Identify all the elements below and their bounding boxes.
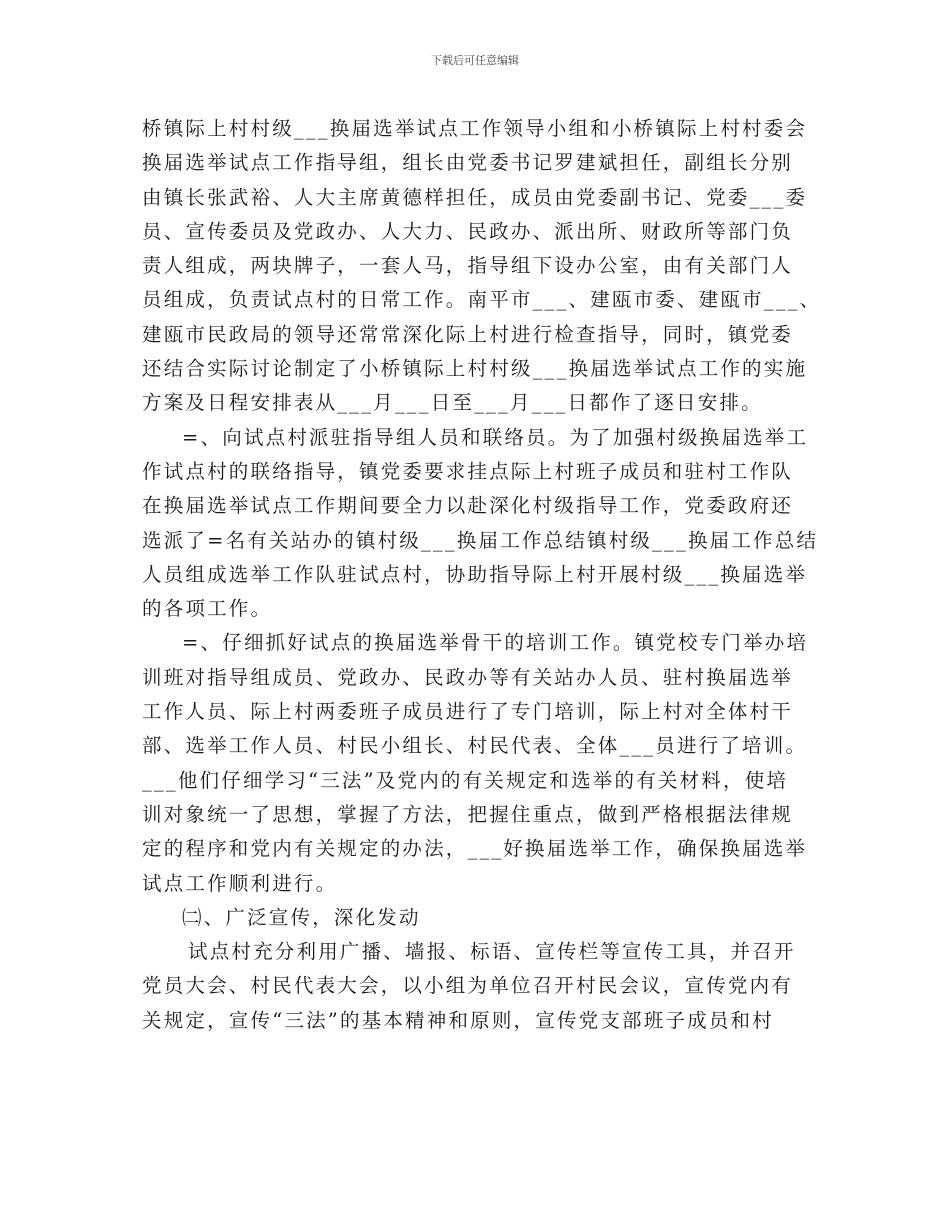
- text-line: 换届选举试点工作指导组，组长由党委书记罗建斌担任，副组长分别: [142, 151, 794, 175]
- text-line: 作试点村的联络指导，镇党委要求挂点际上村班子成员和驻村工作队: [142, 459, 794, 483]
- text-line: 党员大会、村民代表大会，以小组为单位召开村民会议，宣传党内有: [142, 974, 794, 998]
- text-line: 由镇长张武裕、人大主席黄德样担任，成员由党委副书记、党委___委: [142, 185, 808, 209]
- text-line: 试点工作顺利进行。: [142, 871, 338, 895]
- text-line: 建瓯市民政局的领导还常常深化际上村进行检查指导，同时，镇党委: [142, 322, 794, 346]
- text-line: 关规定，宣传“三法”的基本精神和原则，宣传党支部班子成员和村: [142, 1008, 774, 1032]
- text-line: =、仔细抓好试点的换届选举骨干的培训工作。镇党校专门举办培: [182, 631, 809, 655]
- text-line: 方案及日程安排表从___月___日至___月___日都作了逐日安排。: [142, 391, 763, 415]
- text-line: 在换届选举试点工作期间要全力以赴深化村级指导工作，党委政府还: [142, 494, 794, 518]
- text-line: 人员组成选举工作队驻试点村，协助指导际上村开展村级___换届选举: [142, 562, 808, 586]
- text-line: ___他们仔细学习“三法”及党内的有关规定和选举的有关材料，使培: [142, 768, 789, 792]
- document-body: [142, 112, 820, 1038]
- text-line: 训班对指导组成员、党政办、民政办等有关站办人员、驻村换届选举: [142, 665, 794, 689]
- text-line: 的各项工作。: [142, 597, 273, 621]
- text-line: =、向试点村派驻指导组人员和联络员。为了加强村级换届选举工: [182, 425, 809, 449]
- text-line: 试点村充分利用广播、墙报、标语、宣传栏等宣传工具，并召开: [188, 940, 796, 964]
- text-line: 选派了=名有关站办的镇村级___换届工作总结镇村级___换届工作总结: [142, 528, 819, 552]
- text-line: ㈡、广泛宣传，深化发动: [182, 905, 421, 929]
- text-line: 责人组成，两块牌子，一套人马，指导组下设办公室，由有关部门人: [142, 254, 794, 278]
- text-line: 员、宣传委员及党政办、人大力、民政办、派出所、财政所等部门负: [142, 219, 794, 243]
- text-line: 训对象统一了思想，掌握了方法，把握住重点，做到严格根据法律规: [142, 802, 794, 826]
- text-line: 工作人员、际上村两委班子成员进行了专门培训，际上村对全体村干: [142, 700, 794, 724]
- page-header: 下载后可任意编辑: [431, 54, 519, 67]
- text-line: 定的程序和党内有关规定的办法，___好换届选举工作，确保换届选举: [142, 837, 808, 861]
- text-line: 部、选举工作人员、村民小组长、村民代表、全体___员进行了培训。: [142, 734, 808, 758]
- text-line: 员组成，负责试点村的日常工作。南平市___、建瓯市委、建瓯市___、: [142, 288, 822, 312]
- text-line: 还结合实际讨论制定了小桥镇际上村村级___换届选举试点工作的实施: [142, 357, 808, 381]
- text-line: 桥镇际上村村级___换届选举试点工作领导小组和小桥镇际上村村委会: [142, 117, 808, 140]
